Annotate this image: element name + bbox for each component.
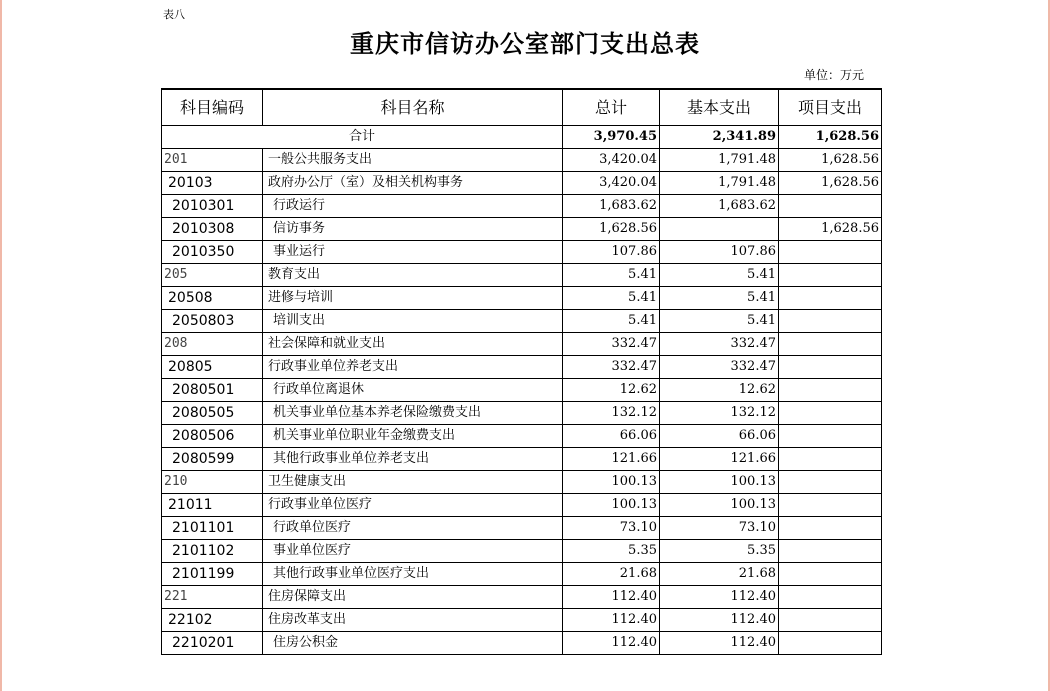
row-basic: 73.10 xyxy=(660,517,779,540)
header-name: 科目名称 xyxy=(263,89,563,126)
table-row xyxy=(162,287,882,310)
row-total: 5.41 xyxy=(563,264,660,287)
total-label: 合计 xyxy=(162,126,563,149)
row-total: 3,420.04 xyxy=(563,149,660,172)
row-basic: 100.13 xyxy=(660,471,779,494)
row-project: 1,628.56 xyxy=(779,149,882,172)
row-code: 210 xyxy=(162,471,263,494)
row-basic: 132.12 xyxy=(660,402,779,425)
row-project xyxy=(779,563,882,586)
row-project xyxy=(779,586,882,609)
row-total: 132.12 xyxy=(563,402,660,425)
table-row xyxy=(162,310,882,333)
table-row xyxy=(162,172,882,195)
row-code: 21011 xyxy=(162,494,263,517)
row-code: 2080506 xyxy=(162,425,263,448)
row-total: 12.62 xyxy=(563,379,660,402)
row-total: 66.06 xyxy=(563,425,660,448)
row-basic: 1,683.62 xyxy=(660,195,779,218)
row-project xyxy=(779,540,882,563)
row-name: 政府办公厅（室）及相关机构事务 xyxy=(263,172,563,195)
row-code: 2080501 xyxy=(162,379,263,402)
row-basic: 1,791.48 xyxy=(660,149,779,172)
page-border-left xyxy=(0,0,2,691)
table-row xyxy=(162,586,882,609)
row-basic xyxy=(660,218,779,241)
row-basic: 107.86 xyxy=(660,241,779,264)
row-total: 112.40 xyxy=(563,586,660,609)
row-name: 住房改革支出 xyxy=(263,609,563,632)
row-name: 一般公共服务支出 xyxy=(263,149,563,172)
row-project: 1,628.56 xyxy=(779,218,882,241)
row-code: 2210201 xyxy=(162,632,263,655)
row-code: 205 xyxy=(162,264,263,287)
row-basic: 332.47 xyxy=(660,333,779,356)
row-project xyxy=(779,195,882,218)
header-project: 项目支出 xyxy=(779,89,882,126)
row-total: 112.40 xyxy=(563,609,660,632)
row-project xyxy=(779,517,882,540)
header-basic: 基本支出 xyxy=(660,89,779,126)
row-basic: 12.62 xyxy=(660,379,779,402)
row-code: 2101199 xyxy=(162,563,263,586)
row-basic: 5.35 xyxy=(660,540,779,563)
row-code: 2050803 xyxy=(162,310,263,333)
total-row xyxy=(162,126,882,149)
unit-label: 单位：万元 xyxy=(804,68,865,82)
table-row xyxy=(162,448,882,471)
row-project: 1,628.56 xyxy=(779,172,882,195)
row-project xyxy=(779,241,882,264)
table-row xyxy=(162,218,882,241)
row-total: 5.35 xyxy=(563,540,660,563)
row-code: 221 xyxy=(162,586,263,609)
row-basic: 5.41 xyxy=(660,310,779,333)
row-name: 进修与培训 xyxy=(263,287,563,310)
row-name: 行政事业单位养老支出 xyxy=(263,356,563,379)
table-row xyxy=(162,494,882,517)
row-project xyxy=(779,471,882,494)
row-name: 行政事业单位医疗 xyxy=(263,494,563,517)
table-row xyxy=(162,517,882,540)
row-project xyxy=(779,379,882,402)
row-total: 5.41 xyxy=(563,287,660,310)
header-total: 总计 xyxy=(563,89,660,126)
row-name: 行政单位医疗 xyxy=(263,517,563,540)
row-code: 2101102 xyxy=(162,540,263,563)
table-row xyxy=(162,540,882,563)
table-row xyxy=(162,563,882,586)
table-row xyxy=(162,402,882,425)
table-row xyxy=(162,264,882,287)
row-total: 1,683.62 xyxy=(563,195,660,218)
row-code: 2080599 xyxy=(162,448,263,471)
table-row xyxy=(162,632,882,655)
row-project xyxy=(779,494,882,517)
row-name: 住房公积金 xyxy=(263,632,563,655)
row-project xyxy=(779,310,882,333)
row-name: 信访事务 xyxy=(263,218,563,241)
page-title: 重庆市信访办公室部门支出总表 xyxy=(350,30,700,58)
total-project: 1,628.56 xyxy=(779,126,882,149)
table-row xyxy=(162,609,882,632)
row-basic: 5.41 xyxy=(660,287,779,310)
row-total: 1,628.56 xyxy=(563,218,660,241)
row-basic: 112.40 xyxy=(660,586,779,609)
row-project xyxy=(779,287,882,310)
row-code: 201 xyxy=(162,149,263,172)
row-name: 卫生健康支出 xyxy=(263,471,563,494)
row-code: 2101101 xyxy=(162,517,263,540)
row-basic: 5.41 xyxy=(660,264,779,287)
row-basic: 66.06 xyxy=(660,425,779,448)
row-total: 112.40 xyxy=(563,632,660,655)
table-row xyxy=(162,195,882,218)
row-total: 332.47 xyxy=(563,333,660,356)
total-basic: 2,341.89 xyxy=(660,126,779,149)
row-name: 行政运行 xyxy=(263,195,563,218)
table-row xyxy=(162,149,882,172)
row-code: 2010308 xyxy=(162,218,263,241)
row-total: 121.66 xyxy=(563,448,660,471)
row-code: 20103 xyxy=(162,172,263,195)
row-name: 培训支出 xyxy=(263,310,563,333)
table-row xyxy=(162,356,882,379)
row-project xyxy=(779,609,882,632)
row-total: 332.47 xyxy=(563,356,660,379)
row-name: 其他行政事业单位养老支出 xyxy=(263,448,563,471)
row-project xyxy=(779,402,882,425)
row-project xyxy=(779,264,882,287)
row-basic: 112.40 xyxy=(660,632,779,655)
row-total: 100.13 xyxy=(563,494,660,517)
row-project xyxy=(779,448,882,471)
table-row xyxy=(162,333,882,356)
row-code: 20508 xyxy=(162,287,263,310)
row-name: 事业运行 xyxy=(263,241,563,264)
row-project xyxy=(779,632,882,655)
row-code: 2010301 xyxy=(162,195,263,218)
row-project xyxy=(779,333,882,356)
table-row xyxy=(162,471,882,494)
table-row xyxy=(162,379,882,402)
total-amount: 3,970.45 xyxy=(563,126,660,149)
row-code: 2010350 xyxy=(162,241,263,264)
row-basic: 1,791.48 xyxy=(660,172,779,195)
row-name: 教育支出 xyxy=(263,264,563,287)
row-name: 行政单位离退休 xyxy=(263,379,563,402)
row-name: 住房保障支出 xyxy=(263,586,563,609)
expenditure-table xyxy=(161,88,882,655)
row-total: 5.41 xyxy=(563,310,660,333)
row-name: 其他行政事业单位医疗支出 xyxy=(263,563,563,586)
row-name: 机关事业单位基本养老保险缴费支出 xyxy=(263,402,563,425)
row-basic: 332.47 xyxy=(660,356,779,379)
table-row xyxy=(162,425,882,448)
row-total: 3,420.04 xyxy=(563,172,660,195)
row-code: 22102 xyxy=(162,609,263,632)
row-total: 100.13 xyxy=(563,471,660,494)
row-project xyxy=(779,356,882,379)
row-basic: 21.68 xyxy=(660,563,779,586)
row-code: 20805 xyxy=(162,356,263,379)
row-total: 21.68 xyxy=(563,563,660,586)
table-row xyxy=(162,241,882,264)
row-total: 107.86 xyxy=(563,241,660,264)
row-total: 73.10 xyxy=(563,517,660,540)
row-code: 208 xyxy=(162,333,263,356)
row-name: 社会保障和就业支出 xyxy=(263,333,563,356)
table-header-row xyxy=(162,89,882,126)
table-number-label: 表八 xyxy=(163,8,185,21)
row-name: 机关事业单位职业年金缴费支出 xyxy=(263,425,563,448)
row-basic: 121.66 xyxy=(660,448,779,471)
row-code: 2080505 xyxy=(162,402,263,425)
row-basic: 112.40 xyxy=(660,609,779,632)
row-project xyxy=(779,425,882,448)
row-name: 事业单位医疗 xyxy=(263,540,563,563)
row-basic: 100.13 xyxy=(660,494,779,517)
header-code: 科目编码 xyxy=(162,89,263,126)
